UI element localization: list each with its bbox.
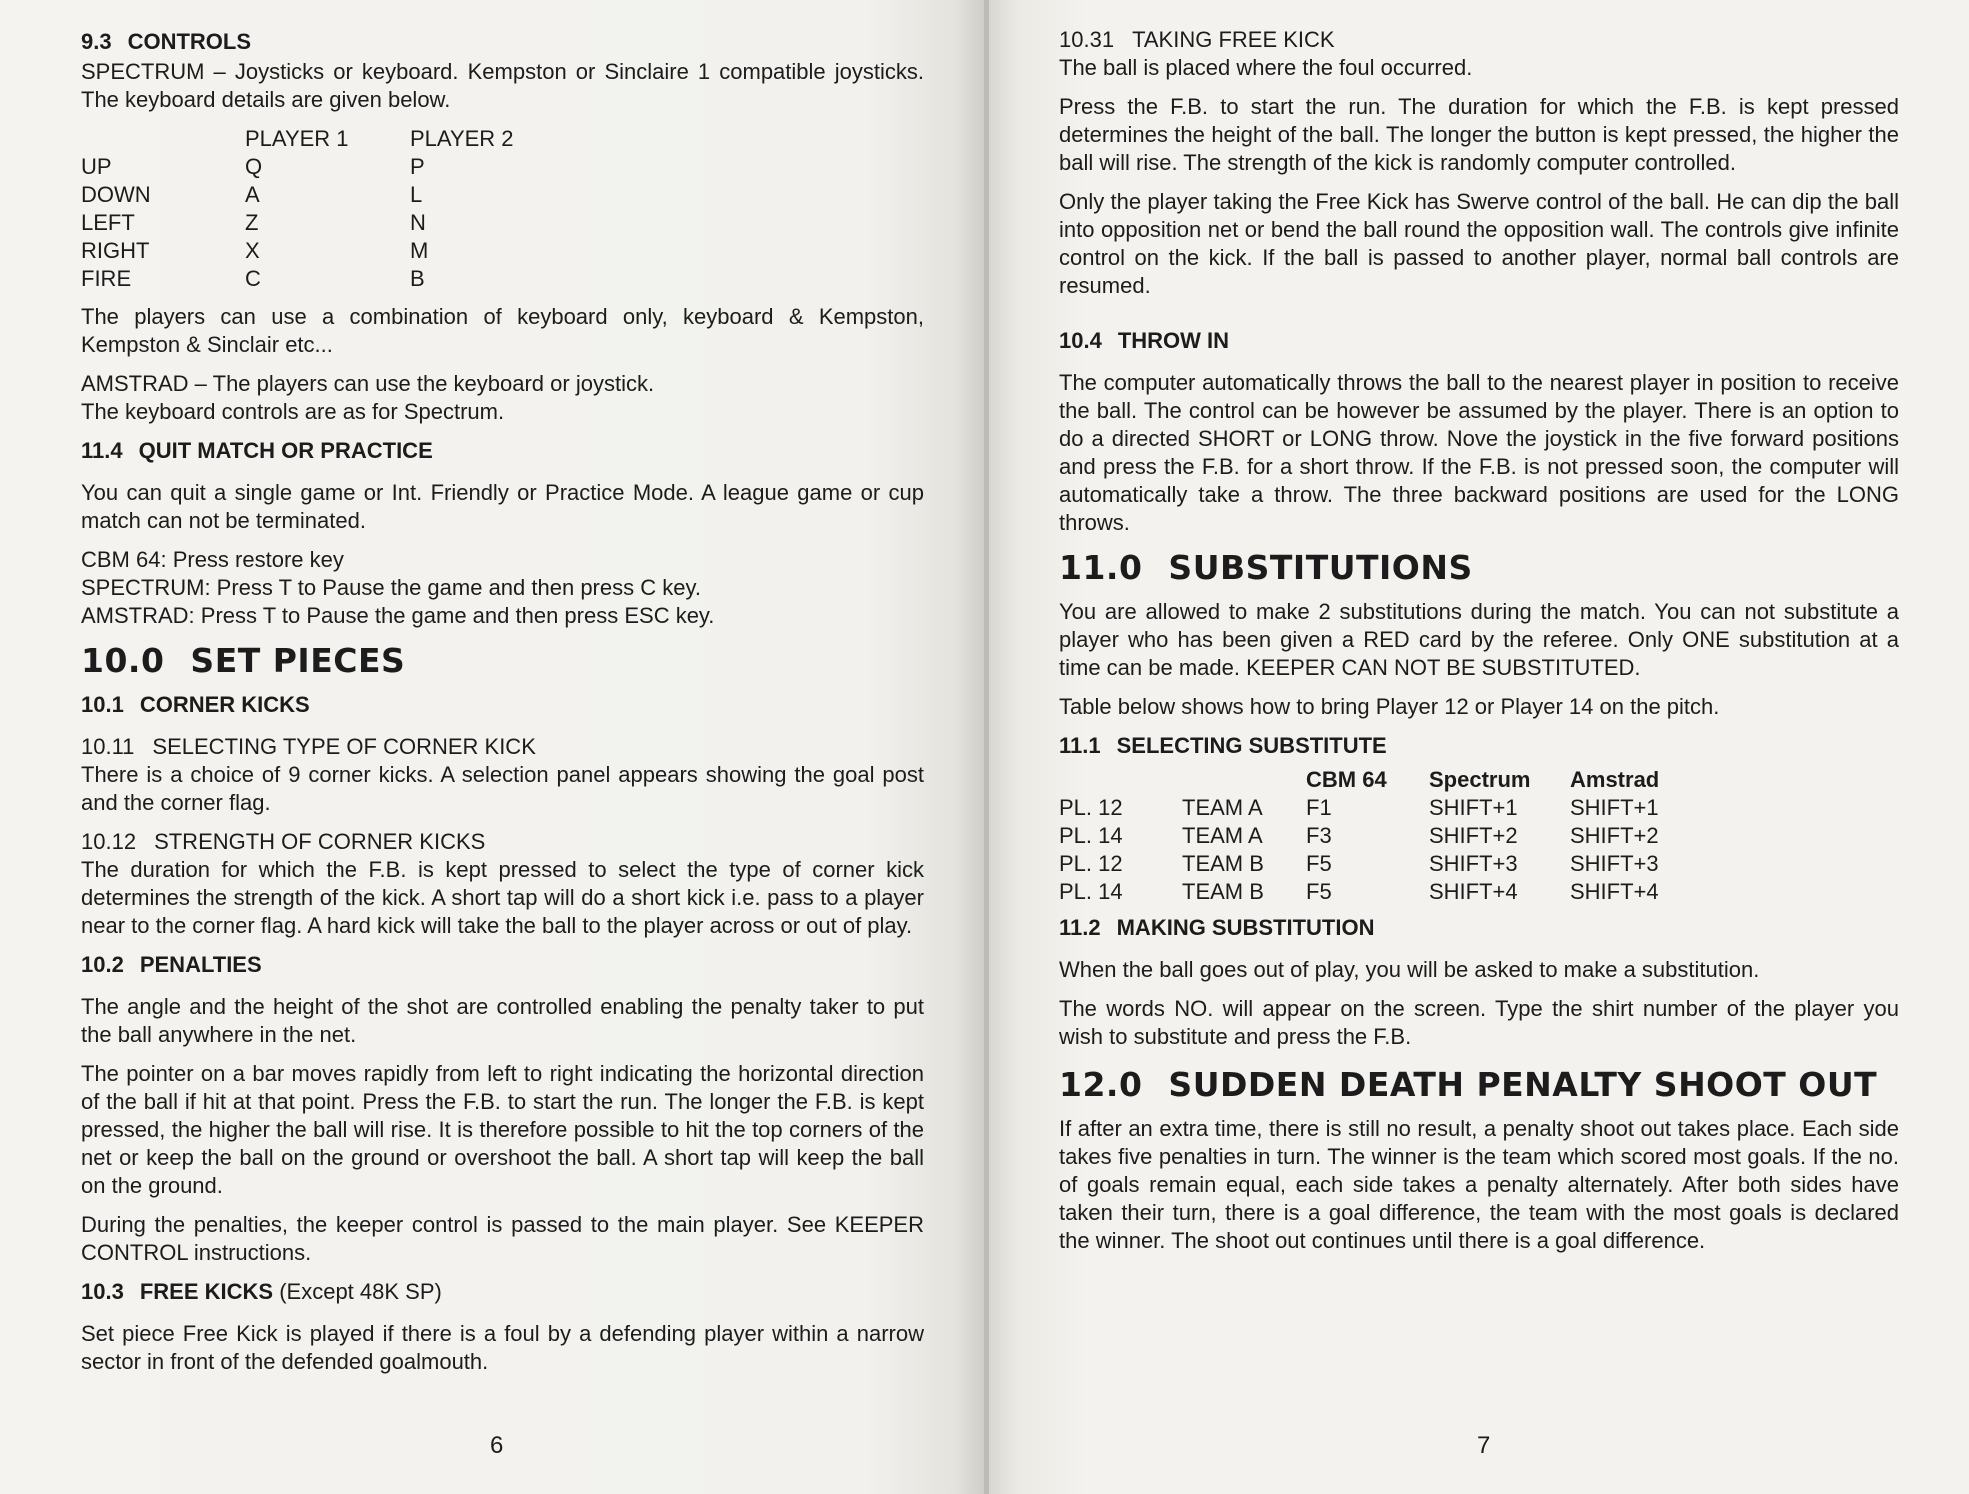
table-row <box>81 265 514 293</box>
section-heading <box>81 1278 924 1306</box>
text-line: CBM 64: Press restore key <box>81 547 344 572</box>
chapter-number: 10.0 <box>81 641 165 680</box>
paragraph: The computer automatically throws the ball to the nearest player in position to receive the ball. The control can be however be assumed by the player. There is an option to do a directed SHORT or LONG throw. Nove the joystick in the five forward positions and press the F.B. for a short throw. If the F.B. is not pressed soon, the computer will automatically take a throw. The three backward positions are used for the LONG throws. <box>1059 370 1899 535</box>
section-title-suffix: (Except 48K SP) <box>279 1279 442 1304</box>
table-cell: SHIFT+1 <box>1570 795 1659 820</box>
table-cell: M <box>410 238 429 263</box>
table-cell: Z <box>245 210 259 235</box>
subsection-heading <box>1059 26 1899 54</box>
section-number: 11.2 <box>1059 915 1101 940</box>
subsection-number: 10.11 <box>81 734 135 759</box>
table-cell: FIRE <box>81 266 132 291</box>
table-cell: F5 <box>1306 851 1332 876</box>
paragraph: You are allowed to make 2 substitutions during the match. You can not substitute a player who has been given a RED card by the referee. Only ONE substitution at a time can be made. KEEPER CAN NOT BE SUBSTITUTED. <box>1059 599 1899 680</box>
paragraph: If after an extra time, there is still no result, a penalty shoot out takes place. Each side takes five penalties in turn. The winner is the team which scored most goals. If the no. of goals remain equal, each side takes a penalty alternately. After both sides have taken their turn, there is a goal difference, the team with the most goals is declared the winner. The shoot out continues until there is a goal difference. <box>1059 1116 1899 1253</box>
section-heading <box>81 951 924 979</box>
table-cell: Q <box>245 154 263 179</box>
paragraph: The words NO. will appear on the screen. Type the shirt number of the player you wish to substitute and press the F.B. <box>1059 996 1899 1049</box>
subsection-title: SELECTING TYPE OF CORNER KICK <box>152 734 536 759</box>
table-cell: L <box>410 182 423 207</box>
table-row <box>1059 878 1659 906</box>
subsection-number: 10.31 <box>1059 27 1115 52</box>
table-cell: RIGHT <box>81 238 150 263</box>
table-row <box>81 209 514 237</box>
table-cell: SHIFT+3 <box>1429 851 1518 876</box>
section-title: QUIT MATCH OR PRACTICE <box>138 438 433 463</box>
chapter-heading <box>81 641 924 681</box>
subsection-title: TAKING FREE KICK <box>1132 27 1335 52</box>
table-cell: Amstrad <box>1570 767 1660 792</box>
paragraph: The keyboard controls are as for Spectrum. <box>81 399 505 424</box>
paragraph: You can quit a single game or Int. Friendly or Practice Mode. A league game or cup match can not be terminated. <box>81 480 924 533</box>
section-title: CONTROLS <box>127 29 252 54</box>
section-title: MAKING SUBSTITUTION <box>1116 915 1375 940</box>
right-page <box>989 0 1969 1494</box>
table-cell: F5 <box>1306 879 1332 904</box>
table-cell: X <box>245 238 260 263</box>
table-cell: TEAM B <box>1182 851 1264 876</box>
table-row <box>1059 794 1659 822</box>
paragraph: Press the F.B. to start the run. The duration for which the F.B. is kept pressed determines the height of the ball. The longer the button is kept pressed, the higher the ball will rise. The strength of the kick is randomly computer controlled. <box>1059 94 1899 175</box>
table-cell: TEAM A <box>1182 795 1263 820</box>
section-heading <box>1059 732 1899 760</box>
paragraph: When the ball goes out of play, you will be asked to make a substitution. <box>1059 957 1760 982</box>
paragraph: AMSTRAD – The players can use the keyboard or joystick. <box>81 371 655 396</box>
section-number: 10.1 <box>81 692 124 717</box>
section-number: 10.3 <box>81 1279 124 1304</box>
section-number: 10.4 <box>1059 328 1102 353</box>
table-cell: SHIFT+2 <box>1570 823 1659 848</box>
table-cell <box>1182 766 1306 794</box>
table-header-row <box>81 125 514 153</box>
paragraph: There is a choice of 9 corner kicks. A selection panel appears showing the goal post and the corner flag. <box>81 762 924 815</box>
subsection-title: STRENGTH OF CORNER KICKS <box>154 829 486 854</box>
table-row <box>1059 850 1659 878</box>
table-cell: SHIFT+1 <box>1429 795 1518 820</box>
table-cell: B <box>410 266 425 291</box>
subsection-heading <box>81 828 924 856</box>
paragraph: The duration for which the F.B. is kept pressed to select the type of corner kick determines the strength of the kick. A short tap will do a short kick i.e. pass to a player near to the corner flag. A hard kick will take the ball to the player across or out of play. <box>81 857 924 938</box>
subsection-number: 10.12 <box>81 829 137 854</box>
chapter-heading <box>1059 1065 1899 1105</box>
paragraph: During the penalties, the keeper control is passed to the main player. See KEEPER CONTROL instructions. <box>81 1212 924 1265</box>
table-cell: TEAM A <box>1182 823 1263 848</box>
keyboard-controls-table <box>81 125 514 293</box>
table-cell: A <box>245 182 260 207</box>
section-heading <box>81 28 924 56</box>
table-row <box>81 237 514 265</box>
paragraph: The ball is placed where the foul occurred. <box>1059 55 1473 80</box>
section-title: SELECTING SUBSTITUTE <box>1116 733 1387 758</box>
chapter-title: SUDDEN DEATH PENALTY SHOOT OUT <box>1168 1065 1878 1104</box>
section-number: 10.2 <box>81 952 124 977</box>
table-cell: Spectrum <box>1429 767 1531 792</box>
chapter-heading <box>1059 548 1899 588</box>
table-cell: SHIFT+4 <box>1570 879 1659 904</box>
table-cell: UP <box>81 154 112 179</box>
paragraph: The pointer on a bar moves rapidly from left to right indicating the horizontal direction of the ball if hit at that point. Press the F.B. to start the run. The longer the F.B. is kept pressed, the higher the ball will rise. It is therefore possible to hit the top corners of the net or keep the ball on the ground or overshoot the ball. A short tap will keep the ball on the ground. <box>81 1061 924 1198</box>
section-title: FREE KICKS <box>139 1279 274 1304</box>
paragraph: Table below shows how to bring Player 12 or Player 14 on the pitch. <box>1059 694 1720 719</box>
page-number: 6 <box>490 1432 504 1459</box>
table-cell: C <box>245 266 261 291</box>
page-number: 7 <box>1477 1432 1491 1459</box>
chapter-title: SUBSTITUTIONS <box>1168 548 1473 587</box>
table-cell: PL. 12 <box>1059 795 1123 820</box>
table-cell: SHIFT+2 <box>1429 823 1518 848</box>
section-heading <box>81 691 924 719</box>
table-cell: PL. 12 <box>1059 851 1123 876</box>
section-heading <box>81 437 924 465</box>
section-number: 9.3 <box>81 29 112 54</box>
paragraph: SPECTRUM – Joysticks or keyboard. Kempston or Sinclaire 1 compatible joysticks. The keyboard details are given below. <box>81 59 924 112</box>
paragraph: Only the player taking the Free Kick has Swerve control of the ball. He can dip the ball into opposition net or bend the ball round the opposition wall. The controls give infinite control on the kick. If the ball is passed to another player, normal ball controls are resumed. <box>1059 189 1899 298</box>
section-number: 11.1 <box>1059 733 1101 758</box>
paragraph: The players can use a combination of keyboard only, keyboard & Kempston, Kempston & Sinclair etc... <box>81 304 924 357</box>
paragraph: The angle and the height of the shot are controlled enabling the penalty taker to put the ball anywhere in the net. <box>81 994 924 1047</box>
table-cell: PLAYER 2 <box>410 126 514 151</box>
substitution-table <box>1059 766 1659 906</box>
table-row <box>81 181 514 209</box>
chapter-number: 12.0 <box>1059 1065 1143 1104</box>
table-cell <box>81 125 245 153</box>
table-cell: SHIFT+3 <box>1570 851 1659 876</box>
section-heading <box>1059 327 1899 355</box>
table-cell: F1 <box>1306 795 1332 820</box>
table-cell: N <box>410 210 426 235</box>
table-cell: DOWN <box>81 182 151 207</box>
chapter-title: SET PIECES <box>190 641 406 680</box>
table-cell: PL. 14 <box>1059 823 1123 848</box>
table-row <box>81 153 514 181</box>
section-title: THROW IN <box>1117 328 1230 353</box>
table-cell <box>1059 766 1182 794</box>
section-heading <box>1059 914 1899 942</box>
table-cell: CBM 64 <box>1306 767 1387 792</box>
section-title: CORNER KICKS <box>139 692 310 717</box>
text-line: SPECTRUM: Press T to Pause the game and then press C key. <box>81 575 701 600</box>
table-cell: P <box>410 154 425 179</box>
table-cell: F3 <box>1306 823 1332 848</box>
section-number: 11.4 <box>81 438 123 463</box>
table-header-row <box>1059 766 1659 794</box>
table-cell: SHIFT+4 <box>1429 879 1518 904</box>
subsection-heading <box>81 733 924 761</box>
table-row <box>1059 822 1659 850</box>
paragraph: Set piece Free Kick is played if there is a foul by a defending player within a narrow sector in front of the defended goalmouth. <box>81 1321 924 1374</box>
table-cell: TEAM B <box>1182 879 1264 904</box>
section-title: PENALTIES <box>139 952 262 977</box>
text-line: AMSTRAD: Press T to Pause the game and then press ESC key. <box>81 603 715 628</box>
table-cell: PL. 14 <box>1059 879 1123 904</box>
chapter-number: 11.0 <box>1059 548 1143 587</box>
left-page <box>0 0 984 1494</box>
table-cell: LEFT <box>81 210 135 235</box>
table-cell: PLAYER 1 <box>245 126 349 151</box>
